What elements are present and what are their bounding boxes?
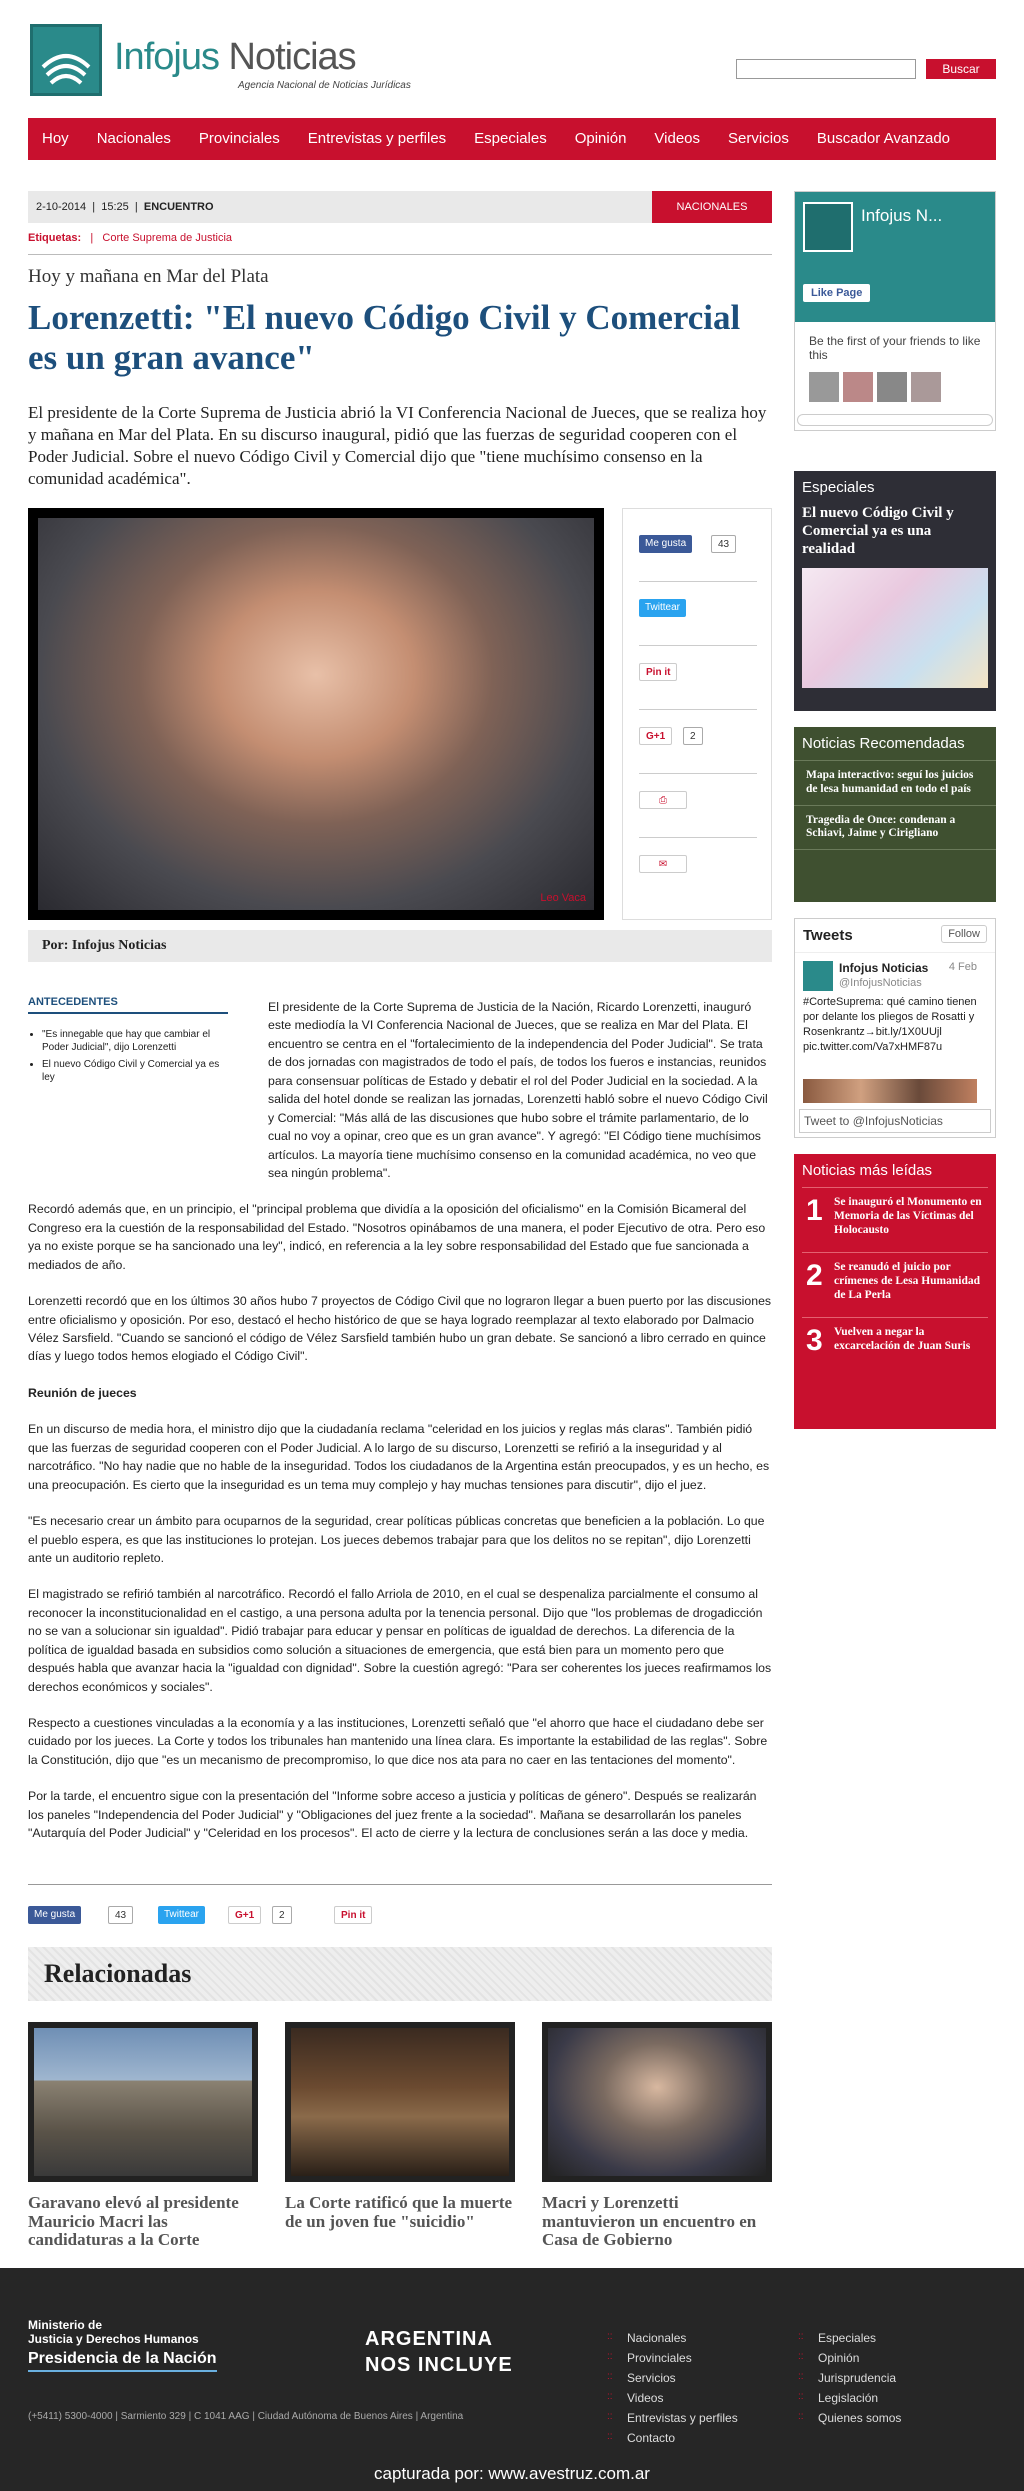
nav-servicios[interactable]: Servicios	[728, 130, 789, 147]
fb-like-page-button[interactable]	[803, 284, 870, 302]
ministry-line2: Justicia y Derechos Humanos	[28, 2332, 199, 2347]
related-title[interactable]: Garavano elevó al presidente Mauricio Macri las candidaturas a la Corte	[28, 2193, 239, 2250]
tweet-to-input[interactable]: Tweet to @InfojusNoticias	[799, 1109, 991, 1133]
body-paragraph: En un discurso de media hora, el ministro dijo que la ciudadanía reclama "celeridad en los juicios y reglas más claras". También pidió que las fuerzas de seguridad cooperen con el Poder Judicial. A lo largo de su discurso, Lorenzetti se refirió a la inseguridad y al narcotráfico. "No hay nadie que no hable de la inseguridad. Todos los ciudadanos de la Argentina están preocupados, y es un hecho, es una preocupación. Es cierto que la inseguridad es un tema muy complejo y hay muchas tensiones para discutir", dijo el juez.	[28, 1422, 770, 1492]
fb-count: 43	[108, 1906, 133, 1924]
related-title[interactable]: Macri y Lorenzetti mantuvieron un encuentro en Casa de Gobierno	[542, 2193, 757, 2250]
nos-incluye: NOS INCLUYE	[365, 2354, 513, 2376]
logo-accent: Noticias	[228, 36, 356, 78]
portrait-image	[38, 518, 594, 910]
nav-especiales[interactable]: Especiales	[474, 130, 547, 147]
share-column	[622, 508, 772, 920]
leida-number: 2	[806, 1259, 823, 1292]
category-badge[interactable]: NACIONALES	[652, 191, 772, 223]
argentina-logo	[365, 2326, 513, 2378]
argentina-word: ARGENTINA	[365, 2328, 493, 2350]
tweet-text[interactable]: #CorteSuprema: qué camino tienen por delante los pliegos de Rosatti y Rosenkrantz→bit.ly/1X0UUjl pic.twitter.com/Va7xHMF87u	[803, 996, 977, 1053]
leida-number: 1	[806, 1194, 823, 1227]
footer-link[interactable]: :: Videos	[627, 2391, 663, 2405]
related-image[interactable]	[285, 2022, 515, 2182]
tweet-image[interactable]	[803, 1079, 977, 1103]
nav-hoy[interactable]: Hoy	[42, 130, 69, 147]
article-kicker: Hoy y mañana en Mar del Plata	[28, 266, 269, 287]
recomendada-item[interactable]: Tragedia de Once: condenan a Schiavi, Jaime y Cirigliano	[794, 806, 996, 851]
tweet-button[interactable]: Twittear	[639, 599, 686, 617]
antecedentes-item[interactable]: • El nuevo Código Civil y Comercial ya es ley	[42, 1058, 228, 1084]
leida-item[interactable]	[802, 1187, 988, 1252]
nav-entrevistas[interactable]: Entrevistas y perfiles	[307, 130, 447, 147]
mas-leidas-box	[794, 1154, 996, 1429]
bottom-share-bar	[28, 1904, 772, 1926]
gplus-button[interactable]: G+1	[228, 1906, 261, 1924]
related-article[interactable]	[285, 2022, 515, 2231]
footer-link[interactable]: :: Opinión	[818, 2351, 859, 2365]
logo-main: Infojus	[114, 36, 219, 78]
especiales-box[interactable]	[794, 471, 996, 711]
body-paragraph: El magistrado se refirió también al narcotráfico. Recordó el fallo Arriola de 2010, en el cual se despenaliza parcialmente el consumo al reconocer la inconstitucionalidad en el castigo, a una persona adulta por la tenencia personal. Dijo que "los problemas de drogadicción no se van a solucionar sin igualdad". Pidió trabajar para educar y pensar en políticas de igualdad de derechos. La diferencia de la política de igualdad basada en subsidios como solución a situaciones de emergencia, que está bien para un momento pero que después habla que avanzar hacia la "igualdad con dignidad". Sobre la cuestión agregó: "Para ser coherentes los jueces reafirmamos los derechos económicos y sociales".	[28, 1587, 772, 1694]
logo-icon[interactable]	[30, 24, 102, 96]
leida-text[interactable]: Vuelven a negar la excarcelación de Juan Suris	[834, 1326, 971, 1352]
related-title[interactable]: La Corte ratificó que la muerte de un joven fue "suicidio"	[285, 2193, 513, 2231]
footer-link[interactable]: :: Quienes somos	[818, 2411, 901, 2425]
article-lead: El presidente de la Corte Suprema de Justicia abrió la VI Conferencia Nacional de Jueces, que se realiza hoy y mañana en Mar del Plata. En su discurso inaugural, pidió que las fuerzas de seguridad cooperen con el Poder Judicial. Sobre el nuevo Código Civil y Comercial dijo que "tiene muchísimo consenso en la comunidad académica".	[28, 403, 767, 489]
ministry-line1: Ministerio de	[28, 2318, 103, 2332]
gplus-button[interactable]: G+1	[639, 727, 672, 745]
footer-link[interactable]: :: Legislación	[818, 2391, 878, 2405]
friend-avatar[interactable]	[911, 372, 941, 402]
fb-page-logo-icon[interactable]	[803, 202, 853, 252]
nav-buscador[interactable]: Buscador Avanzado	[816, 130, 951, 147]
presidency: Presidencia de la Nación	[28, 2349, 217, 2372]
mas-leidas-title: Noticias más leídas	[802, 1162, 933, 1179]
facebook-widget	[794, 191, 996, 431]
tags-label: Etiquetas:	[28, 232, 82, 244]
footer-link[interactable]: :: Provinciales	[627, 2351, 692, 2365]
body-paragraph: El presidente de la Corte Suprema de Justicia de la Nación, Ricardo Lorenzetti, inauguró este mediodía la VI Conferencia Nacional de Jueces, que se realiza en Mar del Plata. El encuentro se centra en el "fortalecimiento de la independencia del Poder Judicial". Se trata de dos jornadas con magistrados de todo el país, de todos los fueros e instancias, reunidos para consensuar políticas de Estado y debatir el rol del Poder Judicial en la sociedad. A la salida del hotel donde se realizan las jornadas, Lorenzetti habló sobre el nuevo Código Civil y Comercial: "Más allá de las discusiones que hubo sobre el trámite parlamentario, de lo cual no voy a opinar, creo que es un gran avance". Y agregó: "El Código tiene muchísimos artículos. La mayoría tiene muchísimo consenso en la comunidad académica, no veo que sea ningún problema".	[268, 1000, 768, 1180]
tweet-button[interactable]: Twittear	[158, 1906, 205, 1924]
related-article[interactable]	[542, 2022, 772, 2250]
tweet-avatar[interactable]	[803, 961, 833, 991]
body-paragraph: "Es necesario crear un ámbito para ocuparnos de la seguridad, crear políticas públicas concretas que beneficien a la población. Lo que el pueblo espera, es que las instituciones lo protejan. Los jueces debemos trabajar para que los delitos no se repitan", dijo Lorenzetti ante un auditorio repleto.	[28, 1514, 765, 1565]
leida-text[interactable]: Se inauguró el Monumento en Memoria de las Víctimas del Holocausto	[834, 1196, 982, 1236]
recomendada-item[interactable]: Mapa interactivo: seguí los juicios de lesa humanidad en todo el país	[794, 761, 996, 806]
fb-count: 43	[711, 535, 736, 553]
footer-link[interactable]: :: Nacionales	[627, 2331, 686, 2345]
antecedentes-title: ANTECEDENTES	[28, 996, 228, 1014]
related-article[interactable]	[28, 2022, 258, 2250]
search-input[interactable]	[736, 59, 916, 79]
friend-avatar[interactable]	[843, 372, 873, 402]
search-button[interactable]: Buscar	[926, 59, 996, 79]
article-date: 2-10-2014	[36, 201, 87, 213]
pinit-button[interactable]: Pin it	[334, 1906, 372, 1924]
article-photo	[28, 508, 604, 920]
especiales-title: Especiales	[802, 479, 875, 496]
body-paragraph: Recordó además que, en un principio, el "principal problema que dividía a la oposición del oficialismo" en la Comisión Bicameral del Congreso era la cuestión de la responsabilidad del Estado. "Nosotros opinábamos de una manera, el poder Ejecutivo de otra. Pero eso ya no existe porque se ha sancionado una ley", indicó, en referencia a la ley sobre responsabilidad del Estado que fue sancionada a mediados de año.	[28, 1202, 766, 1272]
especiales-image[interactable]	[802, 568, 988, 688]
leida-text[interactable]: Se reanudó el juicio por crímenes de Lesa Humanidad de La Perla	[834, 1261, 980, 1301]
article-section: ENCUENTRO	[143, 201, 214, 213]
body-paragraph: Respecto a cuestiones vinculadas a la economía y a las instituciones, Lorenzetti señaló que "el ahorro que hace el ciudadano debe ser cuidado por los jueces. La Corte y todos los tribunales han mantenido una línea clara. Es importante la estabilidad de las reglas". Sobre la Constitución, dijo que "es un mecanismo de precompromiso, lo que dice nos ata para no caer en las tentaciones del momento".	[28, 1716, 768, 1767]
tags: Etiquetas: | Corte Suprema de Justicia	[28, 232, 233, 244]
nav-opinion[interactable]: Opinión	[574, 130, 627, 147]
gplus-count: 2	[272, 1906, 292, 1924]
logo-subtitle: Agencia Nacional de Noticias Jurídicas	[238, 80, 411, 91]
gplus-count: 2	[683, 727, 703, 745]
pinit-button[interactable]: Pin it	[639, 663, 677, 681]
article-time: 15:25	[101, 201, 129, 213]
twitter-widget	[794, 918, 996, 1138]
tag-link[interactable]: Corte Suprema de Justicia	[102, 232, 233, 244]
body-paragraph: Por la tarde, el encuentro sigue con la presentación del "Informe sobre acceso a justicia y políticas de género". Después se realizarán los paneles "Independencia del Poder Judicial" y "Obligaciones del juez frente a la sociedad". Mañana se desarrollarán los paneles "Autarquía del Poder Judicial" y "Celeridad en los procesos". El acto de cierre y la lectura de conclusiones serán a las doce y media.	[28, 1789, 757, 1841]
friend-avatar[interactable]	[877, 372, 907, 402]
byline: Por: Infojus Noticias	[28, 930, 772, 962]
page-title: Lorenzetti: "El nuevo Código Civil y Comercial es un gran avance"	[28, 298, 741, 378]
ministry-logo[interactable]	[28, 2318, 217, 2372]
especiales-headline[interactable]: El nuevo Código Civil y Comercial ya es una realidad	[802, 505, 954, 557]
leida-item[interactable]	[802, 1317, 988, 1382]
related-image[interactable]	[28, 2022, 258, 2182]
main-nav	[28, 118, 996, 160]
footer-link[interactable]: :: Jurisprudencia	[818, 2371, 896, 2385]
site-header	[28, 22, 996, 102]
antecedentes-item[interactable]: • "Es innegable que hay que cambiar el Poder Judicial", dijo Lorenzetti	[42, 1028, 228, 1054]
fb-like-button[interactable]	[639, 535, 692, 553]
tweet-handle[interactable]: @InfojusNoticias	[839, 977, 922, 989]
recomendadas-box	[794, 727, 996, 902]
leida-number: 3	[806, 1324, 823, 1357]
divider	[28, 1884, 772, 1885]
tweet-date: 4 Feb	[948, 961, 977, 973]
fb-page-name[interactable]: Infojus N...	[861, 206, 943, 225]
email-icon[interactable]: ✉	[639, 855, 687, 873]
related-image[interactable]	[542, 2022, 772, 2182]
article-body	[28, 998, 772, 1861]
tweet-user[interactable]: Infojus Noticias	[839, 961, 929, 975]
footer-link[interactable]: :: Contacto	[627, 2431, 675, 2445]
subheading: Reunión de jueces	[28, 1385, 137, 1400]
footer-link[interactable]: :: Servicios	[627, 2371, 676, 2385]
tweets-title: Tweets	[795, 919, 995, 953]
nav-nacionales[interactable]: Nacionales	[96, 130, 171, 147]
recomendadas-title: Noticias Recomendadas	[794, 727, 996, 761]
article-meta: 2-10-2014 | 15:25 | ENCUENTRO NACIONALES	[28, 191, 772, 223]
fb-like-label: Me gusta	[645, 538, 687, 549]
relacionadas-title: Relacionadas	[28, 1947, 772, 2001]
nav-videos[interactable]: Videos	[654, 130, 701, 147]
nav-provinciales[interactable]: Provinciales	[198, 130, 280, 147]
fb-like-page-label: Like Page	[811, 287, 863, 299]
footer-address: (+5411) 5300-4000 | Sarmiento 329 | C 1041 AAG | Ciudad Autónoma de Buenos Aires | Argentina	[28, 2411, 464, 2422]
body-paragraph: Lorenzetti recordó que en los últimos 30 años hubo 7 proyectos de Código Civil que no lograron llegar a buen puerto por las discusiones entre oficialismo y oposición. Por eso, destacó el hecho histórico de que se haya logrado reemplazar al texto elaborado por Dalmacio Vélez Sarsfield. "Cuando se sancionó el código de Vélez Sarsfield también hubo un gran debate. Se sancionó a libro cerrado en quince días y luego todos hemos elogiado el Código Civil".	[28, 1294, 772, 1364]
logo-wordmark[interactable]	[114, 36, 356, 79]
footer-link[interactable]: :: Especiales	[818, 2331, 876, 2345]
fb-scrollbar[interactable]	[797, 414, 993, 426]
divider	[28, 254, 772, 255]
leida-item[interactable]	[802, 1252, 988, 1317]
fb-like-button[interactable]: Me gusta	[28, 1906, 81, 1924]
footer-link[interactable]: :: Entrevistas y perfiles	[627, 2411, 738, 2425]
site-footer	[0, 2268, 1024, 2491]
friend-avatar[interactable]	[809, 372, 839, 402]
print-icon[interactable]: ⎙	[639, 791, 687, 809]
photo-credit: Leo Vaca	[540, 892, 586, 904]
follow-button[interactable]: Follow	[941, 925, 987, 943]
capture-credit: capturada por: www.avestruz.com.ar	[374, 2464, 650, 2483]
fb-friends-text: Be the first of your friends to like this	[809, 334, 981, 362]
right-sidebar	[794, 191, 996, 1429]
